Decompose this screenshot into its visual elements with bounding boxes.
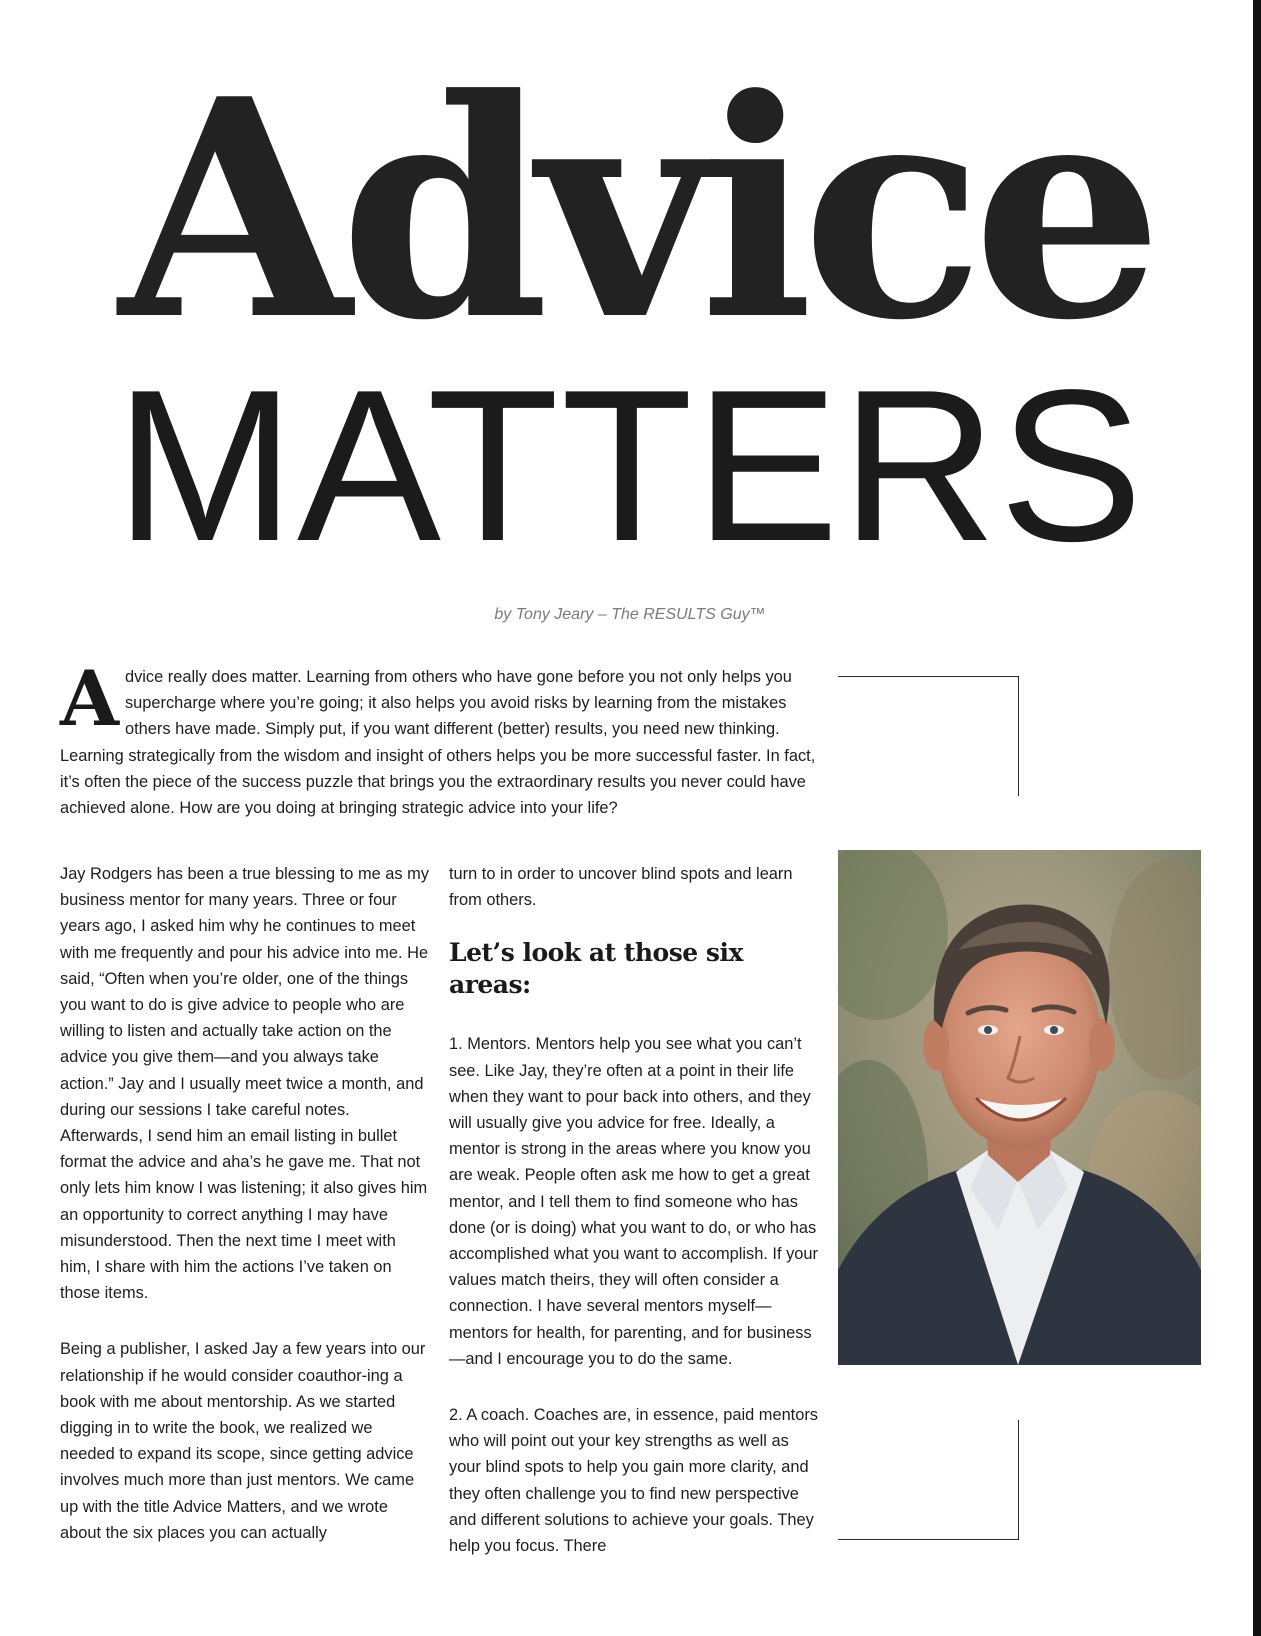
right-paragraph-3: 2. A coach. Coaches are, in essence, paid mentors who will point out your key strengths as well as your blind spots to help you gain more clarity, and they often challenge you to find new perspective and different solutions to achieve your goals. They help you focus. There [449,1406,819,1556]
headline-matters: MATTERS [115,344,1145,586]
left-column [60,861,430,1546]
left-paragraph-1: Jay Rodgers has been a true blessing to me as my business mentor for many years. Three or four years ago, I asked him why he continues to meet with me frequently and pour his advice into me. He said, “Often when you’re older, one of the things you want to do is give advice to people who are willing to listen and actually take action on the advice you give them—and you always take action.” Jay and I usually meet twice a month, and during our sessions I take careful notes. Afterwards, I send him an email listing in bullet format the advice and aha’s he gave me. That not only lets him know I was listening; it also gives him an opportunity to correct anything I may have misunderstood. Then the next time I meet with him, I share with him the actions I’ve taken on those items. [60,865,429,1303]
intro-paragraph [60,654,822,821]
right-paragraph-1: turn to in order to uncover blind spots and learn from others. [449,865,793,910]
left-paragraph-2: Being a publisher, I asked Jay a few years into our relationship if he would consider coauthor-ing a book with me about mentorship. As we started digging in to write the book, we realized we needed to expand its scope, since getting advice involves much more than just mentors. We came up with the title Advice Matters, and we wrote about the six places you can actually [60,1340,426,1542]
portrait-illustration [838,850,1201,1365]
intro-text: dvice really does matter. Learning from others who have gone before you not only helps you supercharge where you’re going; it also helps you avoid risks by learning from the mistakes others have made. Simply put, if you want different (better) results, you need new thinking. Learning strategically from the wisdom and insight of others helps you be more successful faster. In fact, it’s often the piece of the success puzzle that brings you the extraordinary results you never could have achieved alone. How are you doing at bringing strategic advice into your life? [60,668,816,818]
drop-cap: A [60,654,119,743]
decorative-bracket-top [838,676,1019,796]
right-column [449,861,825,1559]
headline-advice: Advice [118,33,1152,386]
section-subheading: Let’s look at those six areas: [449,938,743,1000]
decorative-bracket-bottom [838,1420,1019,1540]
right-paragraph-2: 1. Mentors. Mentors help you see what you can’t see. Like Jay, they’re often at a point in their life when they want to pour back into others, and they will usually give you advice for free. Ideally, a mentor is strong in the areas where you know you are weak. People often ask me how to get a great mentor, and I tell them to find someone who has done (or is doing) what you want to do, or who has accomplished what you want to accomplish. If your values match theirs, they will often consider a connection. I have several mentors myself—mentors for health, for parenting, and for business—and I encourage you to do the same. [449,1035,818,1368]
author-portrait-photo [838,850,1201,1365]
page-edge-bar [1253,0,1261,1636]
byline: by Tony Jeary – The RESULTS Guy™ [494,606,766,623]
